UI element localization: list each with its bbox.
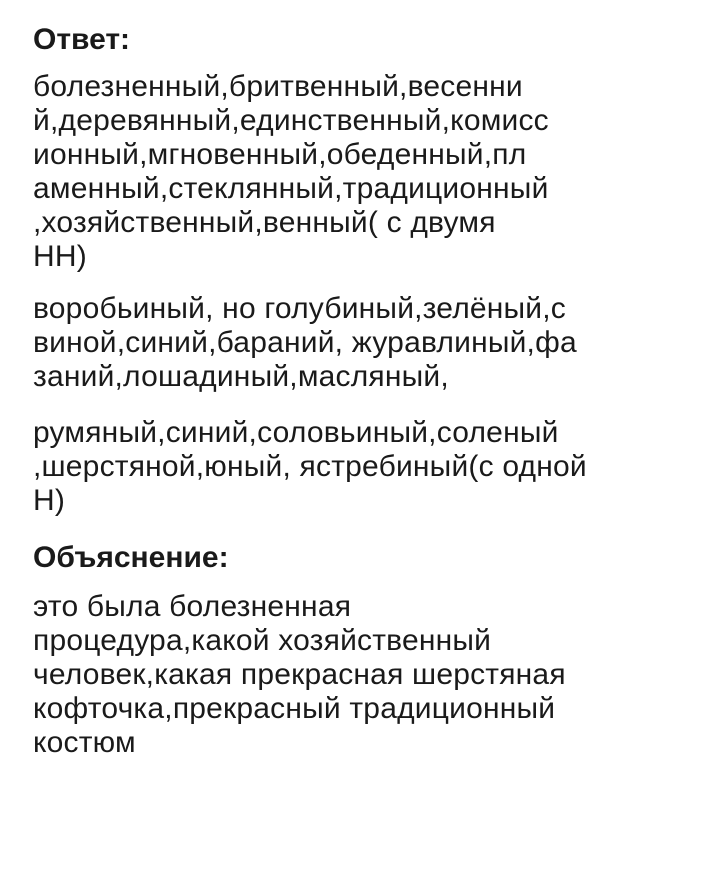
text-line: ,шерстяной,юный, ястребиный(с одной — [33, 450, 587, 483]
text-line: аменный,стеклянный,традиционный — [33, 172, 549, 205]
text-line: Н) — [33, 484, 66, 517]
explanation-heading: Объяснение: — [33, 541, 229, 574]
text-line: ,хозяйственный,венный( с двумя — [33, 206, 496, 239]
answer-paragraph-double-n — [33, 70, 703, 274]
text-line: виной,синий,бараний, журавлиный,фа — [33, 326, 577, 359]
text-line: кофточка,прекрасный традиционный — [33, 692, 556, 725]
text-line: это была болезненная — [33, 590, 352, 623]
text-line: й,деревянный,единственный,комисс — [33, 104, 549, 137]
text-line: болезненный,бритвенный,весенни — [33, 70, 523, 103]
text-line: процедура,какой хозяйственный — [33, 624, 492, 657]
text-line: человек,какая прекрасная шерстяная — [33, 658, 566, 691]
answer-heading: Ответ: — [33, 23, 131, 56]
answer-paragraph-single-n-part2 — [33, 416, 703, 518]
text-line: румяный,синий,соловьиный,соленый — [33, 416, 559, 449]
text-line: костюм — [33, 726, 136, 759]
answer-paragraph-single-n-part1 — [33, 292, 703, 394]
text-line: заний,лошадиный,масляный, — [33, 360, 449, 393]
answer-document — [33, 22, 703, 760]
text-line: воробьиный, но голубиный,зелёный,с — [33, 292, 567, 325]
text-line: НН) — [33, 240, 87, 273]
text-line: ионный,мгновенный,обеденный,пл — [33, 138, 527, 171]
explanation-paragraph — [33, 590, 703, 760]
